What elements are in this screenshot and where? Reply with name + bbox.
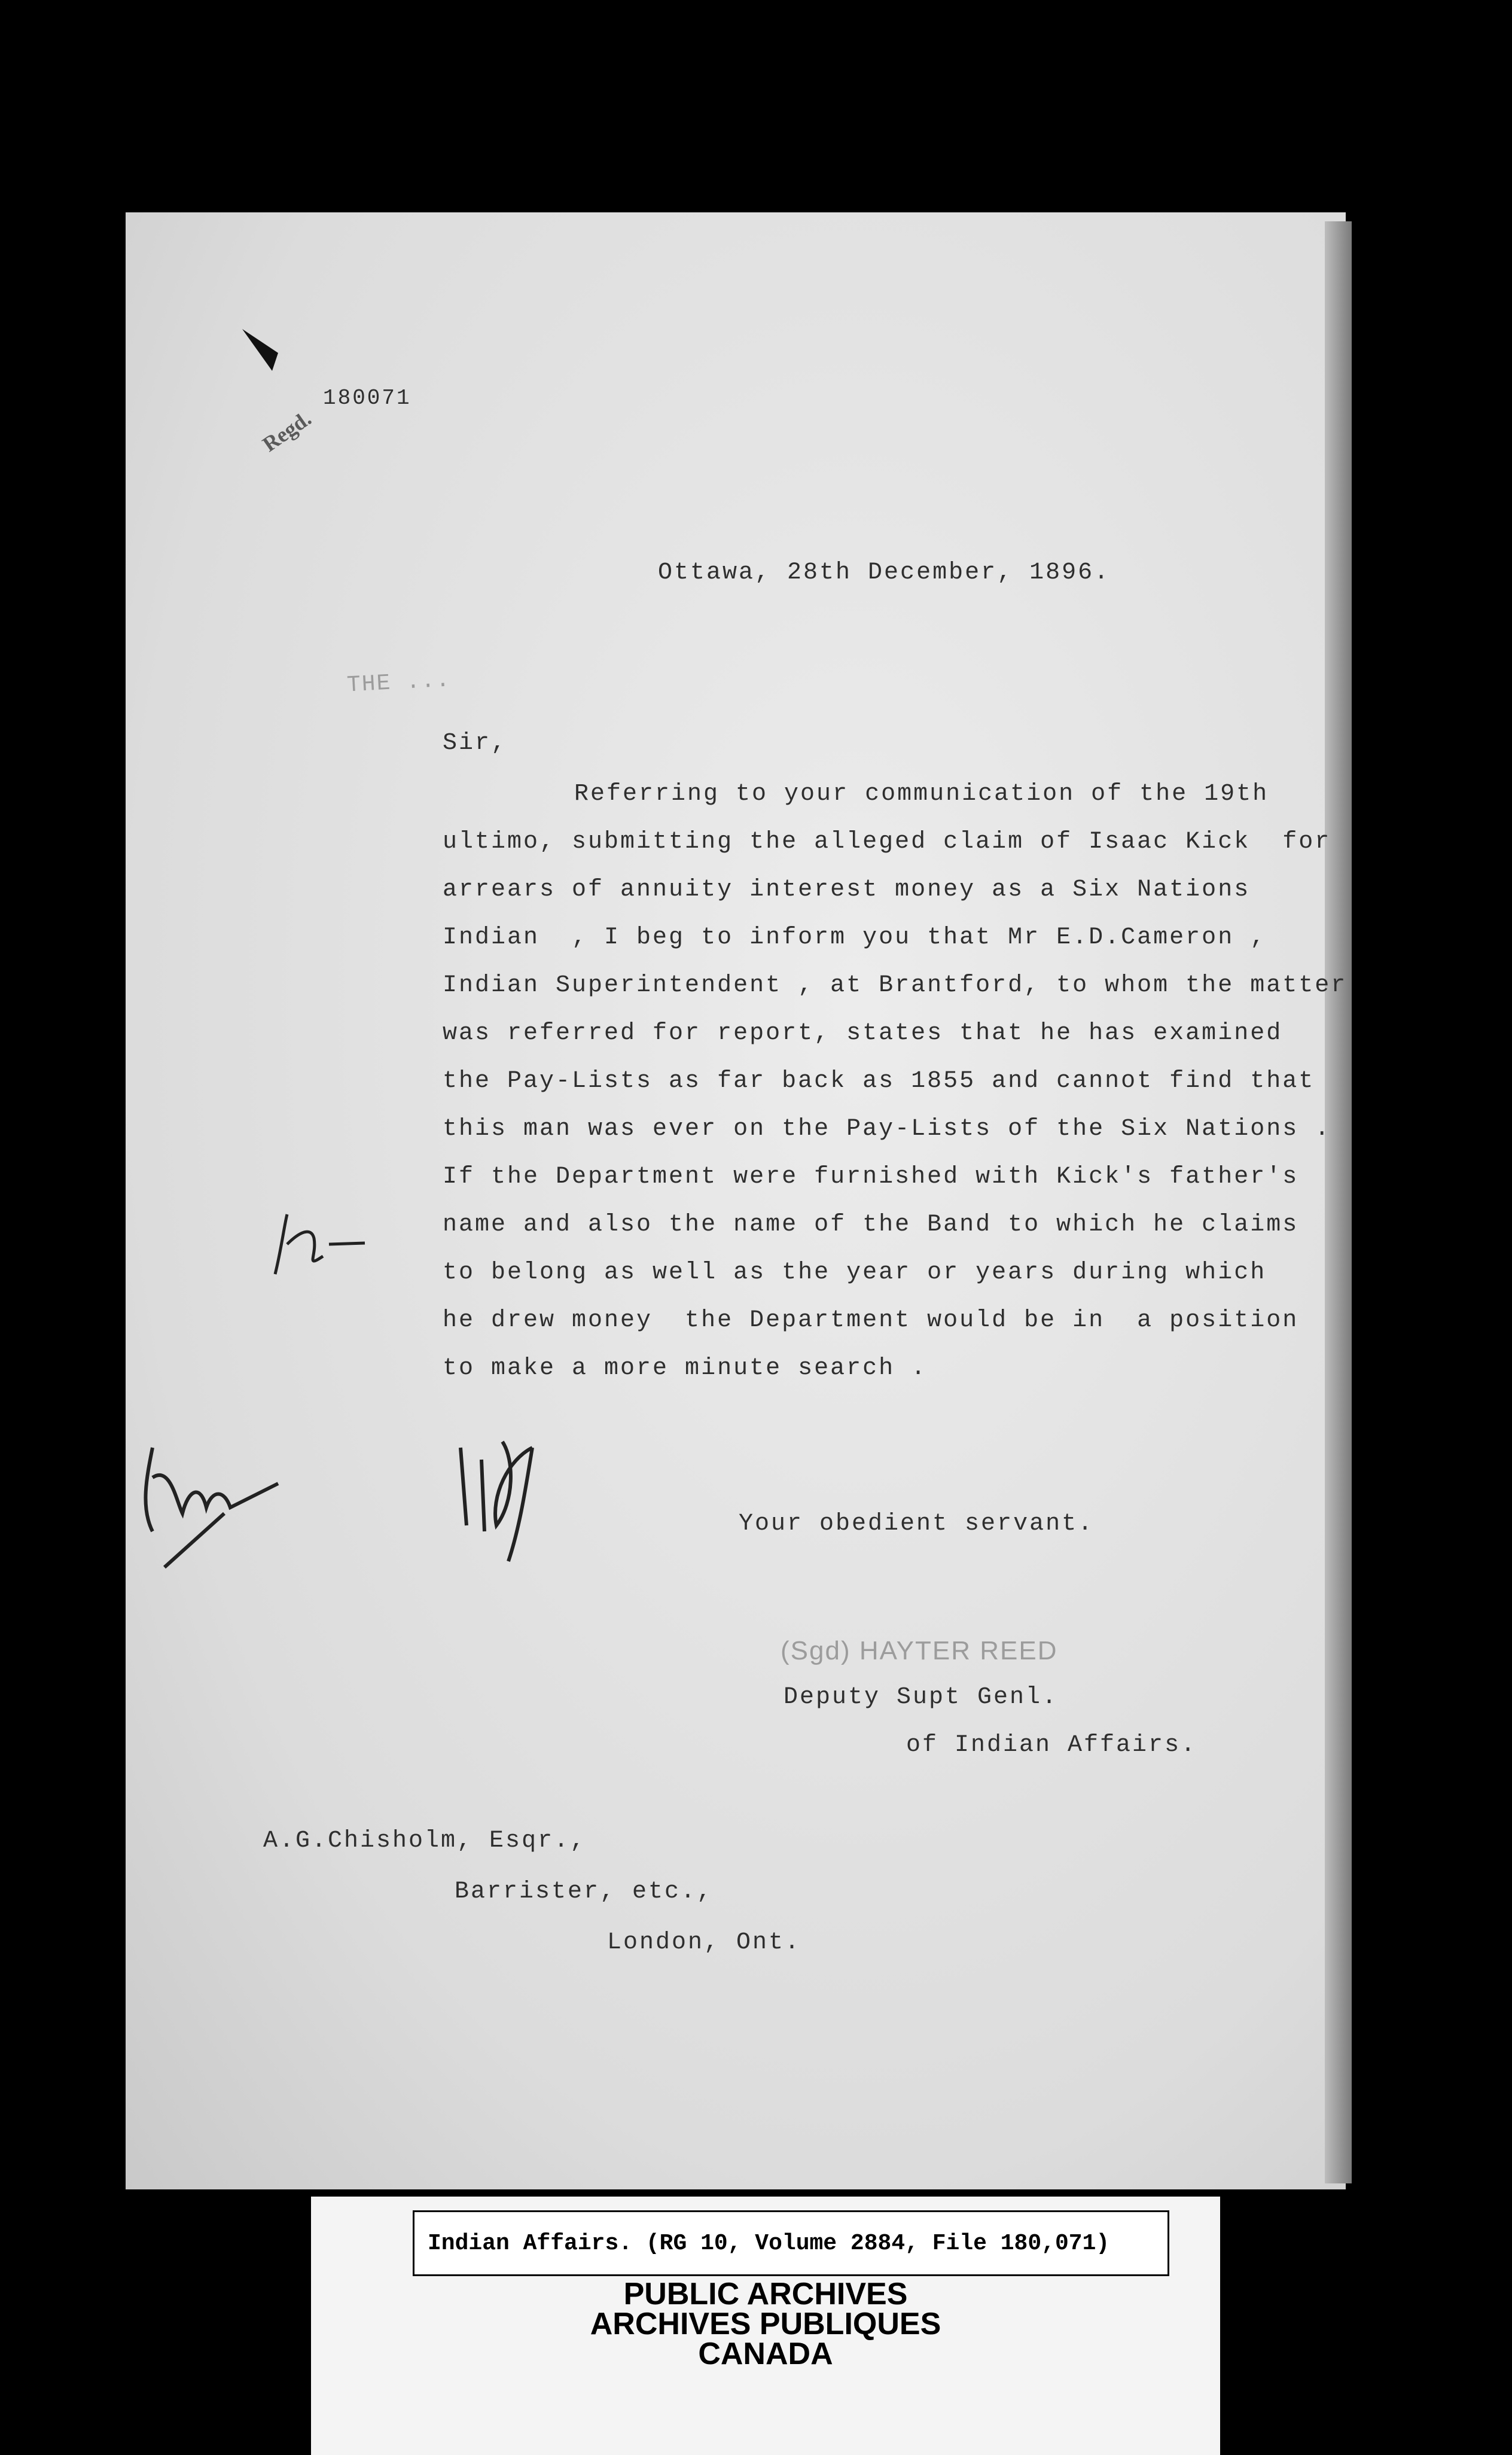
body-line: Indian Superintendent , at Brantford, to whom the matter — [443, 972, 1348, 999]
corner-mark — [236, 323, 290, 383]
body-line: Indian , I beg to inform you that Mr E.D.Cameron , — [443, 924, 1267, 951]
registry-stamp: Regd. — [258, 406, 316, 456]
body-line: Referring to your communication of the 19th — [574, 781, 1269, 808]
body-line: ultimo, submitting the alleged claim of Isaac Kick for — [443, 829, 1331, 855]
body-line: to make a more minute search . — [443, 1355, 928, 1382]
recipient-place: London, Ont. — [607, 1929, 801, 1956]
archive-credit — [311, 2279, 1220, 2369]
body-line: was referred for report, states that he has examined — [443, 1020, 1283, 1047]
archive-line: ARCHIVES PUBLIQUES — [590, 2307, 941, 2341]
salutation: Sir, — [443, 730, 508, 757]
signer-title: of Indian Affairs. — [906, 1732, 1197, 1759]
body-line: name and also the name of the Band to which he claims — [443, 1211, 1299, 1238]
signature-stamp: (Sgd) HAYTER REED — [781, 1636, 1058, 1665]
body-line: to belong as well as the year or years during which — [443, 1259, 1267, 1286]
margin-initials — [263, 1202, 383, 1286]
recipient-name: A.G.Chisholm, Esqr., — [263, 1827, 587, 1854]
archive-reference: Indian Affairs. (RG 10, Volume 2884, File 180,071) — [413, 2210, 1169, 2276]
paper-edge — [1325, 221, 1352, 2183]
faint-header-stamp: THE ... — [346, 667, 452, 699]
recipient-role: Barrister, etc., — [455, 1878, 714, 1905]
file-number: 180071 — [323, 386, 411, 410]
body-line: If the Department were furnished with Kick's father's — [443, 1163, 1299, 1190]
document-paper — [126, 212, 1346, 2189]
body-line: he drew money the Department would be in a position — [443, 1307, 1299, 1334]
signer-title: Deputy Supt Genl. — [784, 1684, 1059, 1711]
body-line: the Pay-Lists as far back as 1855 and cannot find that — [443, 1068, 1315, 1095]
date-line: Ottawa, 28th December, 1896. — [658, 559, 1111, 586]
initials-mark — [449, 1424, 550, 1567]
archive-line: PUBLIC ARCHIVES — [623, 2277, 908, 2311]
body-line: this man was ever on the Pay-Lists of the Six Nations . — [443, 1116, 1331, 1143]
margin-signature — [135, 1424, 296, 1579]
archive-line: CANADA — [698, 2337, 833, 2371]
closing: Your obedient servant. — [739, 1510, 1095, 1537]
body-line: arrears of annuity interest money as a Six Nations — [443, 876, 1251, 903]
